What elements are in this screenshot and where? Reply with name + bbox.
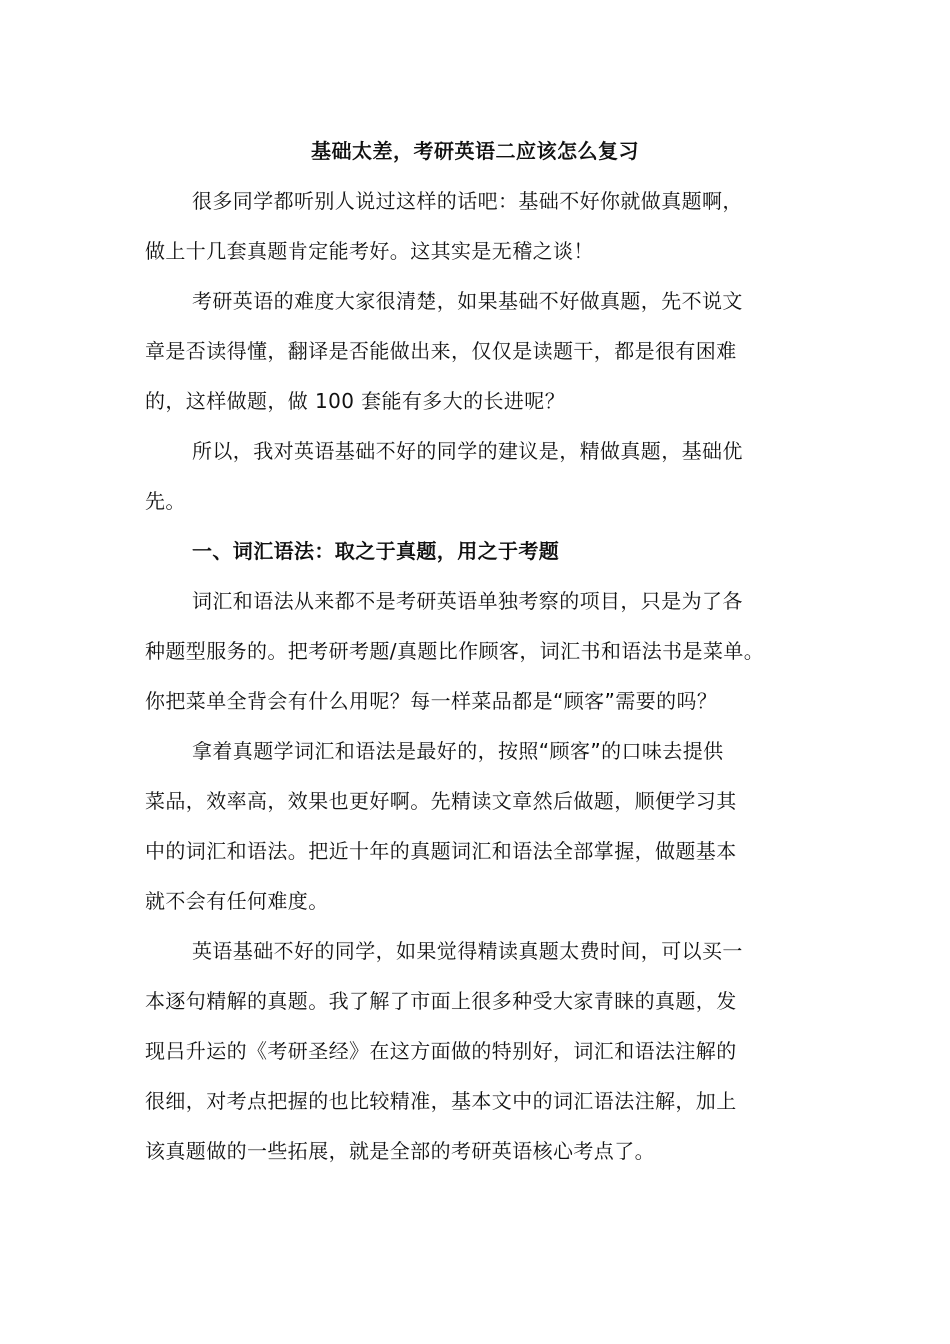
- paragraph-line: 很多同学都听别人说过这样的话吧：基础不好你就做真题啊，: [192, 189, 743, 213]
- section-heading: 一、词汇语法：取之于真题，用之于考题: [192, 539, 560, 563]
- paragraph-line: 现吕升运的《考研圣经》在这方面做的特别好，词汇和语法注解的: [145, 1039, 737, 1063]
- paragraph-line: 种题型服务的。把考研考题/真题比作顾客，词汇书和语法书是菜单。: [145, 639, 765, 663]
- paragraph-line: 拿着真题学词汇和语法是最好的，按照“顾客”的口味去提供: [192, 739, 724, 763]
- paragraph-line: 英语基础不好的同学，如果觉得精读真题太费时间，可以买一: [192, 939, 743, 963]
- document-title: 基础太差，考研英语二应该怎么复习: [311, 139, 639, 163]
- paragraph-line: 词汇和语法从来都不是考研英语单独考察的项目，只是为了各: [192, 589, 743, 613]
- paragraph-line: 所以，我对英语基础不好的同学的建议是，精做真题，基础优: [192, 439, 743, 463]
- paragraph-line: 就不会有任何难度。: [145, 889, 329, 913]
- paragraph-line: 中的词汇和语法。把近十年的真题词汇和语法全部掌握，做题基本: [145, 839, 737, 863]
- paragraph-line: 做上十几套真题肯定能考好。这其实是无稽之谈！: [145, 239, 594, 263]
- paragraph-line: 的，这样做题，做 100 套能有多大的长进呢？: [145, 389, 566, 413]
- paragraph-line: 考研英语的难度大家很清楚，如果基础不好做真题，先不说文: [192, 289, 743, 313]
- paragraph-line: 你把菜单全背会有什么用呢？每一样菜品都是“顾客”需要的吗？: [145, 689, 718, 713]
- paragraph-line: 先。: [145, 489, 186, 513]
- paragraph-line: 本逐句精解的真题。我了解了市面上很多种受大家青睐的真题，发: [145, 989, 737, 1013]
- paragraph-line: 很细，对考点把握的也比较精准，基本文中的词汇语法注解，加上: [145, 1089, 737, 1113]
- paragraph-line: 菜品，效率高，效果也更好啊。先精读文章然后做题，顺便学习其: [145, 789, 737, 813]
- paragraph-line: 章是否读得懂，翻译是否能做出来，仅仅是读题干，都是很有困难: [145, 339, 737, 363]
- paragraph-line: 该真题做的一些拓展，就是全部的考研英语核心考点了。: [145, 1139, 655, 1163]
